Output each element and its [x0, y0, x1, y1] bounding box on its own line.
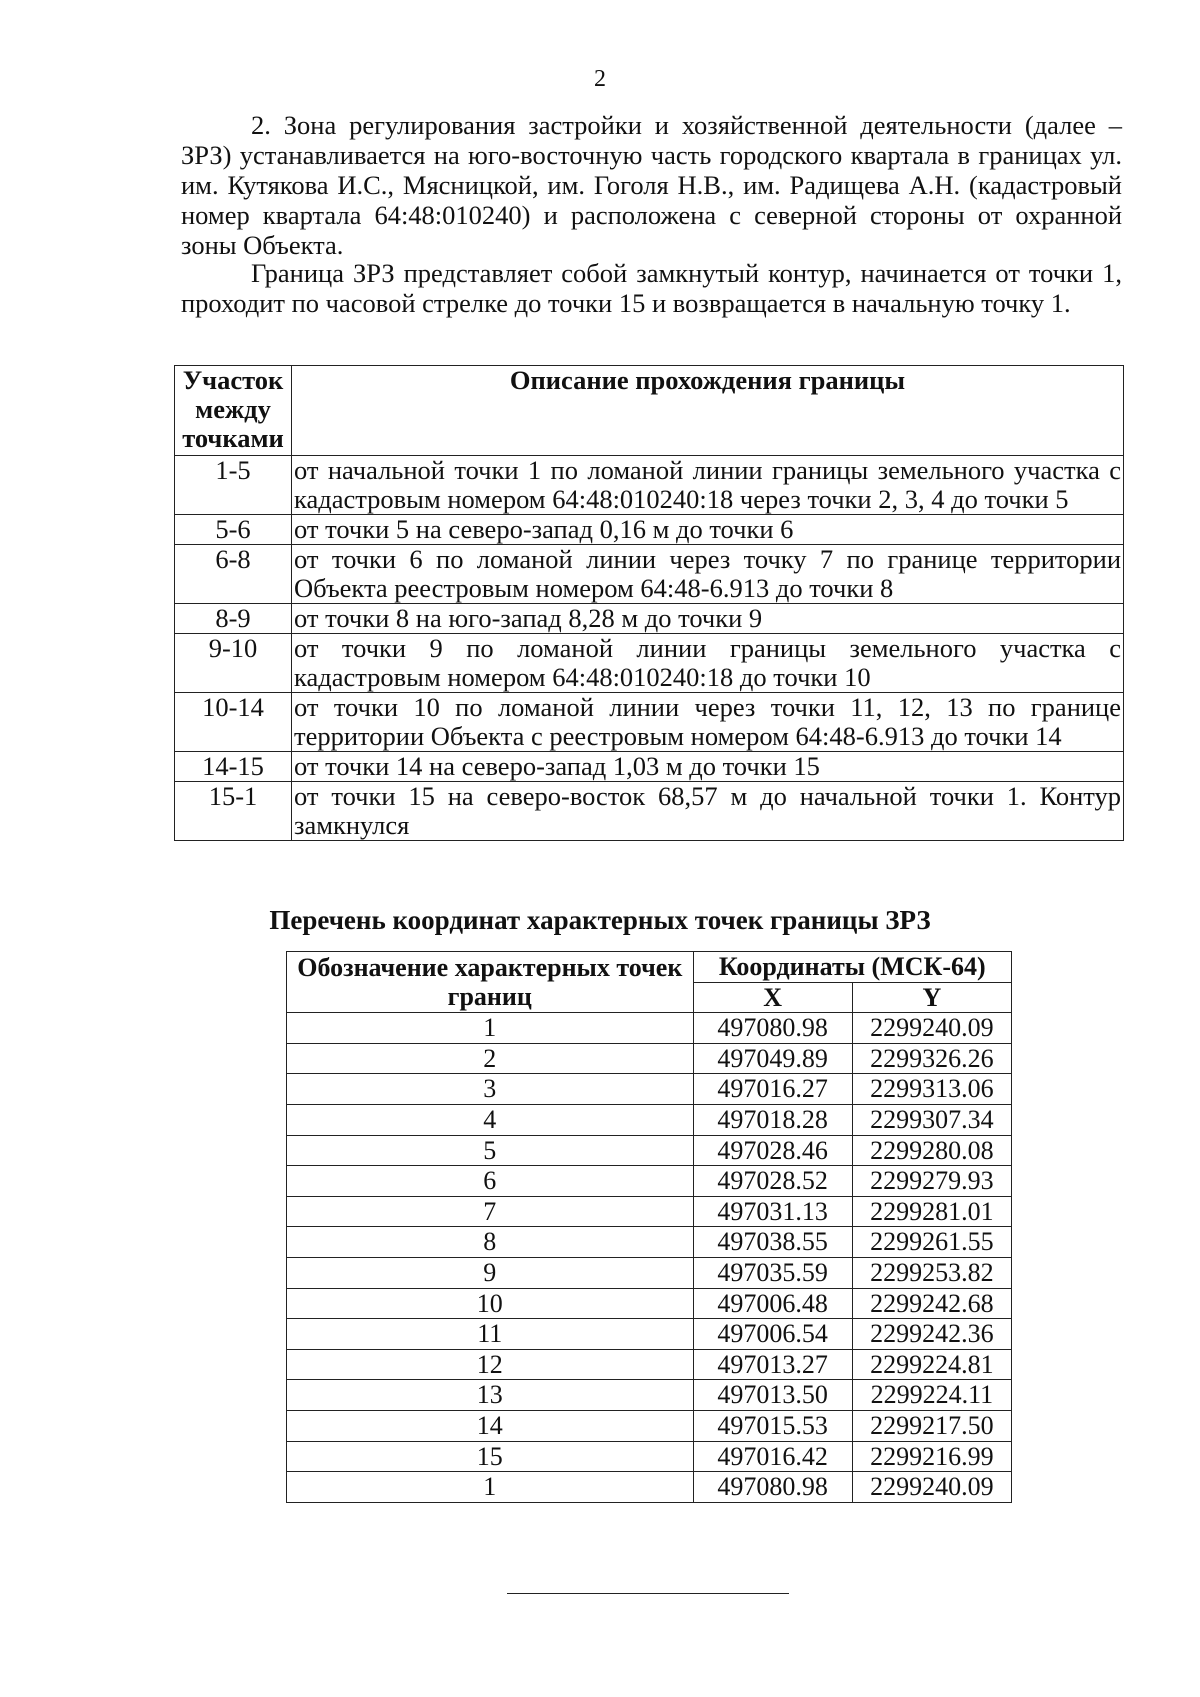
y-cell: 2299242.36: [852, 1319, 1011, 1350]
table-header-row: [175, 366, 1124, 456]
x-cell: 497080.98: [693, 1013, 852, 1044]
y-cell: 2299279.93: [852, 1166, 1011, 1197]
point-cell: 6: [287, 1166, 694, 1197]
boundary-intro-paragraph: [181, 258, 1122, 318]
table-row: [287, 1074, 1012, 1105]
y-cell: 2299326.26: [852, 1043, 1011, 1074]
point-cell: 2: [287, 1043, 694, 1074]
table-row: [287, 1472, 1012, 1503]
table-row: [175, 782, 1124, 841]
x-cell: 497016.27: [693, 1074, 852, 1105]
table-row: [287, 1227, 1012, 1258]
boundary-description-table: [174, 365, 1124, 841]
paragraph-1: 2. Зона регулирования застройки и хозяйственной деятельности (далее – ЗРЗ) устанавливается на юго-восточную часть городского квартала в границах ул. им. Кутякова И.С., Мясницкой, им. Гоголя Н.В., им. Радищева А.Н. (кадастровый номер квартала 64:48:010240) и расположена с северной стороны от охранной зоны Объекта.: [181, 110, 1122, 260]
x-header: X: [693, 982, 852, 1013]
point-cell: 1: [287, 1472, 694, 1503]
point-cell: 5: [287, 1135, 694, 1166]
y-cell: 2299216.99: [852, 1441, 1011, 1472]
x-cell: 497038.55: [693, 1227, 852, 1258]
zone-description-paragraph: [181, 110, 1122, 260]
segment-cell: 9-10: [175, 634, 292, 693]
point-cell: 13: [287, 1380, 694, 1411]
y-cell: 2299281.01: [852, 1196, 1011, 1227]
table-header-row: [287, 952, 1012, 983]
x-cell: 497013.27: [693, 1349, 852, 1380]
page-number: 2: [594, 66, 606, 92]
point-cell: 4: [287, 1104, 694, 1135]
segment-header: Участок между точками: [175, 366, 292, 456]
point-cell: 14: [287, 1410, 694, 1441]
y-cell: 2299280.08: [852, 1135, 1011, 1166]
end-divider: [507, 1593, 789, 1594]
segment-cell: 5-6: [175, 515, 292, 545]
x-cell: 497006.48: [693, 1288, 852, 1319]
y-cell: 2299240.09: [852, 1013, 1011, 1044]
segment-cell: 14-15: [175, 752, 292, 782]
segment-cell: 15-1: [175, 782, 292, 841]
point-cell: 9: [287, 1257, 694, 1288]
point-cell: 10: [287, 1288, 694, 1319]
y-cell: 2299313.06: [852, 1074, 1011, 1105]
table-row: [287, 1441, 1012, 1472]
description-header: Описание прохождения границы: [292, 366, 1124, 456]
point-cell: 12: [287, 1349, 694, 1380]
description-cell: от точки 15 на северо-восток 68,57 м до начальной точки 1. Контур замкнулся: [292, 782, 1124, 841]
table-row: [287, 1410, 1012, 1441]
point-cell: 3: [287, 1074, 694, 1105]
table-row: [175, 456, 1124, 515]
table-row: [287, 1257, 1012, 1288]
y-cell: 2299253.82: [852, 1257, 1011, 1288]
description-cell: от точки 9 по ломаной линии границы земельного участка с кадастровым номером 64:48:010240:18 до точки 10: [292, 634, 1124, 693]
y-cell: 2299224.11: [852, 1380, 1011, 1411]
table-row: [175, 752, 1124, 782]
x-cell: 497016.42: [693, 1441, 852, 1472]
table-row: [287, 1349, 1012, 1380]
point-cell: 8: [287, 1227, 694, 1258]
x-cell: 497028.46: [693, 1135, 852, 1166]
coordinates-table: [286, 951, 1012, 1503]
point-cell: 1: [287, 1013, 694, 1044]
point-header: Обозначение характерных точек границ: [287, 952, 694, 1013]
y-cell: 2299242.68: [852, 1288, 1011, 1319]
table-row: [287, 1013, 1012, 1044]
table-row: [287, 1288, 1012, 1319]
coordinates-title: Перечень координат характерных точек границы ЗРЗ: [269, 905, 931, 935]
y-header: Y: [852, 982, 1011, 1013]
segment-cell: 10-14: [175, 693, 292, 752]
x-cell: 497031.13: [693, 1196, 852, 1227]
x-cell: 497015.53: [693, 1410, 852, 1441]
description-cell: от точки 8 на юго-запад 8,28 м до точки 9: [292, 604, 1124, 634]
y-cell: 2299240.09: [852, 1472, 1011, 1503]
y-cell: 2299217.50: [852, 1410, 1011, 1441]
description-cell: от начальной точки 1 по ломаной линии границы земельного участка с кадастровым номером 64:48:010240:18 через точки 2, 3, 4 до точки 5: [292, 456, 1124, 515]
table-row: [287, 1196, 1012, 1227]
x-cell: 497028.52: [693, 1166, 852, 1197]
y-cell: 2299261.55: [852, 1227, 1011, 1258]
x-cell: 497080.98: [693, 1472, 852, 1503]
segment-cell: 1-5: [175, 456, 292, 515]
point-cell: 11: [287, 1319, 694, 1350]
description-cell: от точки 14 на северо-запад 1,03 м до точки 15: [292, 752, 1124, 782]
description-cell: от точки 5 на северо-запад 0,16 м до точки 6: [292, 515, 1124, 545]
segment-cell: 8-9: [175, 604, 292, 634]
table-row: [287, 1104, 1012, 1135]
table-row: [287, 1166, 1012, 1197]
table-row: [287, 1135, 1012, 1166]
description-cell: от точки 6 по ломаной линии через точку 7 по границе территории Объекта реестровым номером 64:48-6.913 до точки 8: [292, 545, 1124, 604]
point-cell: 7: [287, 1196, 694, 1227]
y-cell: 2299307.34: [852, 1104, 1011, 1135]
x-cell: 497013.50: [693, 1380, 852, 1411]
table-row: [287, 1319, 1012, 1350]
table-row: [175, 545, 1124, 604]
x-cell: 497006.54: [693, 1319, 852, 1350]
table-row: [287, 1380, 1012, 1411]
table-row: [175, 604, 1124, 634]
point-cell: 15: [287, 1441, 694, 1472]
x-cell: 497018.28: [693, 1104, 852, 1135]
coords-header: Координаты (МСК-64): [693, 952, 1011, 983]
table-row: [287, 1043, 1012, 1074]
table-row: [175, 515, 1124, 545]
y-cell: 2299224.81: [852, 1349, 1011, 1380]
x-cell: 497035.59: [693, 1257, 852, 1288]
paragraph-2: Граница ЗРЗ представляет собой замкнутый контур, начинается от точки 1, проходит по часовой стрелке до точки 15 и возвращается в начальную точку 1.: [181, 258, 1122, 318]
x-cell: 497049.89: [693, 1043, 852, 1074]
description-cell: от точки 10 по ломаной линии через точки 11, 12, 13 по границе территории Объекта с реестровым номером 64:48-6.913 до точки 14: [292, 693, 1124, 752]
table-row: [175, 693, 1124, 752]
segment-cell: 6-8: [175, 545, 292, 604]
table-row: [175, 634, 1124, 693]
